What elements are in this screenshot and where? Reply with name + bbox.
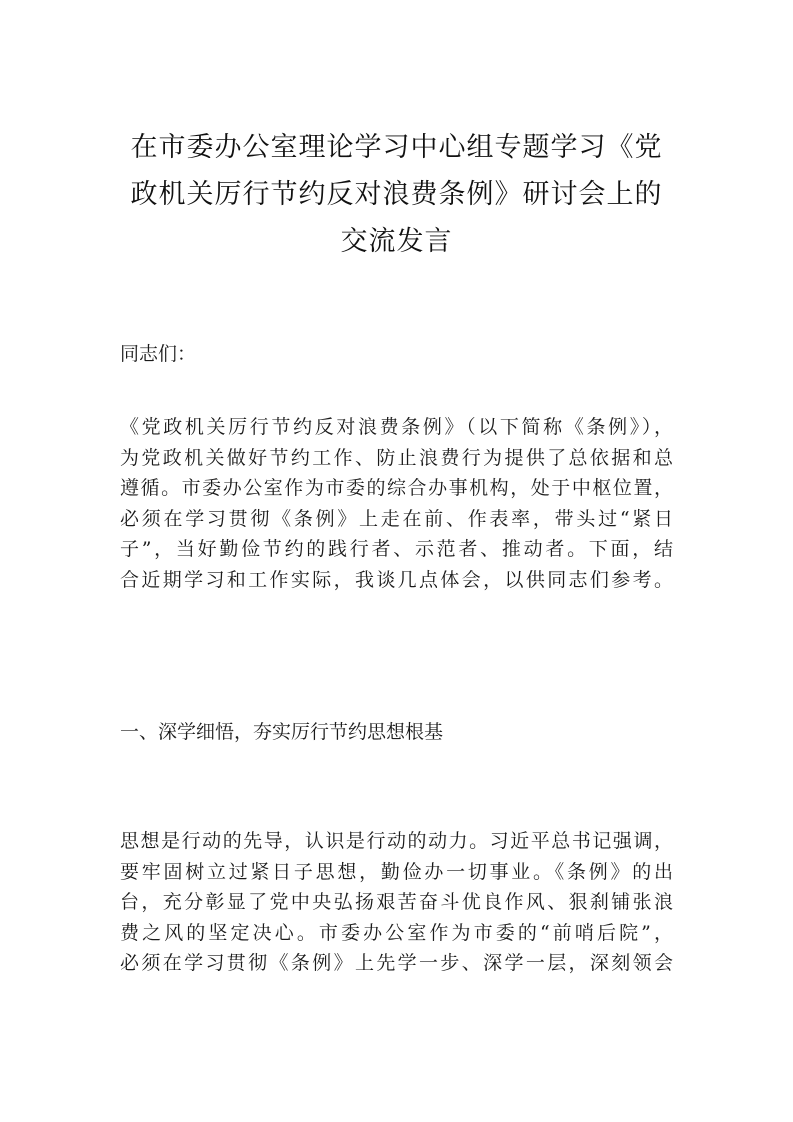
text-line: 必须在学习贯彻《条例》上先学一步、深学一层，深刻领会 (120, 952, 673, 974)
title-line: 在市委办公室理论学习中心组专题学习《党 (130, 132, 663, 163)
text-line: 遵循。市委办公室作为市委的综合办事机构，处于中枢位置， (120, 477, 673, 499)
text-line: 必须在学习贯彻《条例》上走在前、作表率，带头过“紧日 (120, 507, 673, 530)
title-line: 交流发言 (340, 226, 453, 257)
document-title (110, 124, 683, 265)
paragraph-1 (120, 412, 673, 595)
text-line: 思想是行动的先导，认识是行动的动力。习近平总书记强调， (120, 830, 673, 852)
text-line: 《党政机关厉行节约反对浪费条例》（以下简称《条例》）， (120, 416, 673, 438)
text-line: 合近期学习和工作实际，我谈几点体会，以供同志们参考。 (120, 568, 673, 591)
text-line: 费之风的坚定决心。市委办公室作为市委的“前哨后院”， (120, 921, 673, 944)
section-heading-1: 一、深学细悟，夯实厉行节约思想根基 (120, 721, 444, 743)
title-line: 政机关厉行节约反对浪费条例》研讨会上的 (130, 179, 663, 210)
text-line: 要牢固树立过紧日子思想，勤俭办一切事业。《条例》的出 (120, 860, 673, 883)
text-line: 为党政机关做好节约工作、防止浪费行为提供了总依据和总 (120, 446, 673, 469)
salutation: 同志们： (120, 343, 197, 365)
text-line: 子”，当好勤俭节约的践行者、示范者、推动者。下面，结 (120, 538, 673, 560)
text-line: 台，充分彰显了党中央弘扬艰苦奋斗优良作风、狠刹铺张浪 (120, 891, 673, 913)
paragraph-2 (120, 826, 673, 979)
